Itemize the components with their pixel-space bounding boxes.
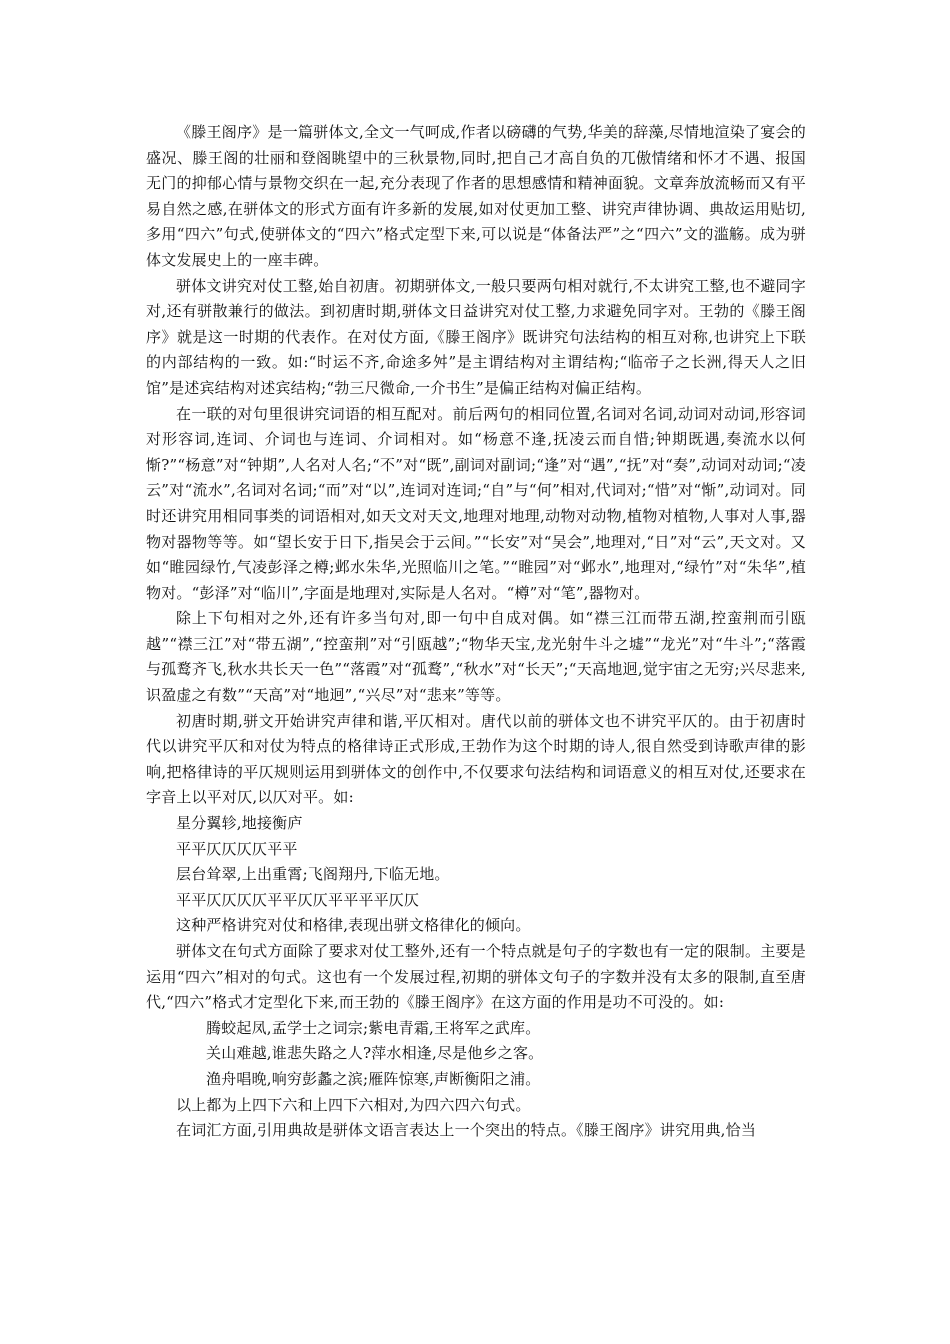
paragraph-duizhang: 骈体文讲究对仗工整,始自初唐。初期骈体文,一般只要两句相对就行,不太讲究工整,也不避同字对,还有骈散兼行的做法。到初唐时期,骈体文日益讲究对仗工整,力求避免同字对。王勃的《滕王阁序》就是这一时期的代表作。在对仗方面,《滕王阁序》既讲究句法结构的相互对称,也讲究上下联的内部结构的一致。如:“时运不齐,命途多舛”是主谓结构对主谓结构;“临帝子之长洲,得天人之旧馆”是述宾结构对述宾结构;“勃三尺微命,一介书生”是偏正结构对偏正结构。: [146, 276, 806, 397]
example-tone-line: 平平仄仄仄仄平平: [176, 839, 298, 858]
paragraph-diangu: 在词汇方面,引用典故是骈体文语言表达上一个突出的特点。《滕王阁序》讲究用典,恰当: [176, 1121, 757, 1140]
document-body: [146, 120, 806, 1144]
paragraph-dangjudui: 除上下句相对之外,还有许多当句对,即一句中自成对偶。如“襟三江而带五湖,控蛮荆而引瓯越”“襟三江”对“带五湖”,“控蛮荆”对“引瓯越”;“物华天宝,龙光射牛斗之墟”“龙光”对“牛斗”;“落霞与孤鹜齐飞,秋水共长天一色”“落霞”对“孤鹜”,“秋水”对“长天”;“天高地迥,觉宇宙之无穷;兴尽悲来,识盈虚之有数”“天高”对“地迥”,“兴尽”对“悲来”等等。: [146, 609, 806, 705]
example-line: 层台耸翠,上出重霄;飞阁翔丹,下临无地。: [176, 865, 450, 884]
example-siliu-line: 关山难越,谁悲失路之人?萍水相逢,尽是他乡之客。: [206, 1044, 544, 1063]
paragraph-ciyu-peidui: 在一联的对句里很讲究词语的相互配对。前后两句的相同位置,名词对名词,动词对动词,形容词对形容词,连词、介词也与连词、介词相对。如“杨意不逢,抚凌云而自惜;钟期既遇,奏流水以何惭?”“杨意”对“钟期”,人名对人名;“不”对“既”,副词对副词;“逢”对“遇”,“抚”对“奏”,动词对动词;“凌云”对“流水”,名词对名词;“而”对“以”,连词对连词;“自”与“何”相对,代词对;“惜”对“惭”,动词对。同时还讲究用相同事类的词语相对,如天文对天文,地理对地理,动物对动物,植物对植物,人事对人事,器物对器物等等。如“望长安于日下,指吴会于云间。”“长安”对“吴会”,地理对,“日”对“云”,天文对。又如“睢园绿竹,气凌彭泽之樽;邺水朱华,光照临川之笔。”“睢园”对“邺水”,地理对,“绿竹”对“朱华”,植物对。“彭泽”对“临川”,字面是地理对,实际是人名对。“樽”对“笔”,器物对。: [146, 404, 806, 602]
example-line: 星分翼轸,地接衡庐: [176, 814, 303, 833]
paragraph-shenglv: 初唐时期,骈文开始讲究声律和谐,平仄相对。唐代以前的骈体文也不讲究平仄的。由于初唐时代以讲究平仄和对仗为特点的格律诗正式形成,王勃作为这个时期的诗人,很自然受到诗歌声律的影响,把格律诗的平仄规则运用到骈体文的创作中,不仅要求句法结构和词语意义的相互对仗,还要求在字音上以平对仄,以仄对平。如:: [146, 711, 806, 807]
paragraph-intro: 《滕王阁序》是一篇骈体文,全文一气呵成,作者以磅礴的气势,华美的辞藻,尽情地渲染了宴会的盛况、滕王阁的壮丽和登阁眺望中的三秋景物,同时,把自己才高自负的兀傲情绪和怀才不遇、报国无门的抑郁心情与景物交织在一起,充分表现了作者的思想感情和精神面貌。文章奔放流畅而又有平易自然之感,在骈体文的形式方面有许多新的发展,如对仗更加工整、讲究声律协调、典故运用贴切,多用“四六”句式,使骈体文的“四六”格式定型下来,可以说是“体备法严”之“四六”文的滥觞。成为骈体文发展史上的一座丰碑。: [146, 123, 806, 269]
example-siliu-line: 渔舟唱晚,响穷彭蠡之滨;雁阵惊寒,声断衡阳之浦。: [206, 1069, 541, 1088]
example-tone-line: 平平仄仄仄仄平平仄仄平平平平仄仄: [176, 890, 420, 909]
example-siliu-summary: 以上都为上四下六和上四下六相对,为四六四六句式。: [176, 1095, 531, 1114]
paragraph-jushi: 骈体文在句式方面除了要求对仗工整外,还有一个特点就是句子的字数也有一定的限制。主要是运用“四六”相对的句式。这也有一个发展过程,初期的骈体文句子的字数并没有太多的限制,直至唐代,“四六”格式才定型化下来,而王勃的《滕王阁序》在这方面的作用是功不可没的。如:: [146, 942, 806, 1012]
example-summary: 这种严格讲究对仗和格律,表现出骈文格律化的倾向。: [176, 916, 531, 935]
example-siliu-line: 腾蛟起凤,孟学士之词宗;紫电青霜,王将军之武库。: [206, 1018, 541, 1037]
